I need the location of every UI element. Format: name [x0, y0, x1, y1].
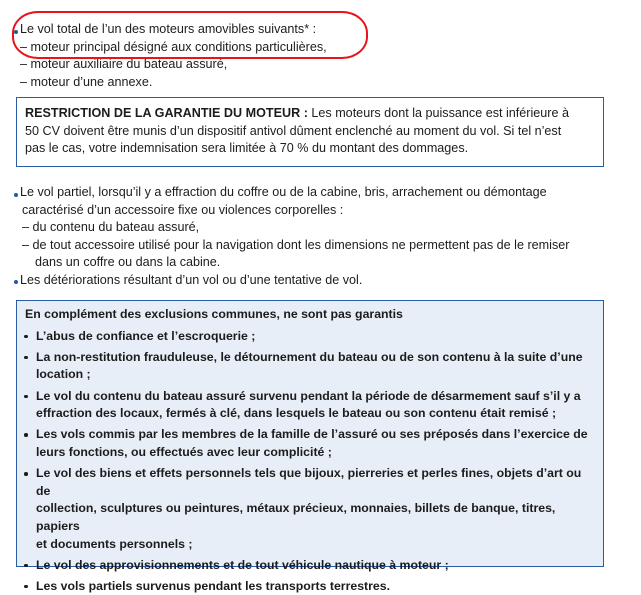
exclusions-box [16, 300, 604, 593]
restriction-box [16, 97, 604, 167]
partial-theft-item-content: – du contenu du bateau assuré, [22, 220, 200, 234]
exclusion-item: L’abus de confiance et l’escroquerie ; [24, 328, 596, 346]
exclusions-list [24, 328, 596, 595]
partial-theft-section [14, 184, 606, 289]
total-theft-intro: Le vol total de l’un des moteurs amovibles suivants* : [14, 21, 614, 39]
damage-line: Les détériorations résultant d’un vol ou d’une tentative de vol. [14, 272, 606, 290]
restriction-line-3: pas le cas, votre indemnisation sera limitée à 70 % du montant des dommages. [25, 141, 469, 155]
partial-theft-line-1: Le vol partiel, lorsqu’il y a effraction du coffre ou de la cabine, bris, arrachement ou démontage [14, 184, 606, 202]
bullet-icon [24, 585, 28, 589]
partial-theft-line-2: caractérisé d’un accessoire fixe ou violences corporelles : [22, 202, 344, 217]
partial-theft-item-accessory: – de tout accessoire utilisé pour la navigation dont les dimensions ne permettent pas de le remiser [22, 237, 570, 252]
exclusions-heading: En complément des exclusions communes, ne sont pas garantis [25, 307, 403, 321]
exclusion-item: Les vols partiels survenus pendant les transports terrestres. [24, 578, 596, 595]
engine-item-auxiliary: – moteur auxiliaire du bateau assuré, [20, 57, 228, 71]
exclusion-item: Le vol des biens et effets personnels tels que bijoux, pierreries et perles fines, objets d’art ou de collection, sculptures ou peintures, métaux précieux, monnaies, billets de banque, titres, papiers et documents personnels ; [24, 465, 596, 553]
exclusion-item: La non-restitution frauduleuse, le détournement du bateau ou de son contenu à la suite d’une location ; [24, 349, 596, 384]
bullet-icon [24, 472, 28, 476]
restriction-heading: RESTRICTION DE LA GARANTIE DU MOTEUR : [25, 106, 308, 120]
restriction-line-2: 50 CV doivent être munis d’un dispositif antivol dûment enclenché au moment du vol. Si tel n’est [25, 123, 562, 138]
bullet-icon [14, 280, 18, 284]
exclusion-item: Les vols commis par les membres de la famille de l’assuré ou ses préposés dans l’exercice de leurs fonctions, ou effectués avec leur complicité ; [24, 426, 596, 461]
engine-item-main: – moteur principal désigné aux conditions particulières, [20, 39, 327, 54]
exclusion-item: Le vol du contenu du bateau assuré survenu pendant la période de désarmement sauf s’il y a effraction des locaux, fermés à clé, dans lesquels le bateau ou son contenu était remisé ; [24, 388, 596, 423]
red-highlight-annotation [12, 11, 368, 59]
bullet-icon [14, 193, 18, 197]
partial-theft-item-accessory-cont: dans un coffre ou dans la cabine. [35, 255, 221, 269]
bullet-icon [24, 356, 28, 360]
bullet-icon [24, 564, 28, 568]
bullet-icon [24, 433, 28, 437]
bullet-icon [24, 335, 28, 339]
bullet-icon [24, 395, 28, 399]
restriction-line-1: RESTRICTION DE LA GARANTIE DU MOTEUR : Les moteurs dont la puissance est inférieure à [25, 106, 570, 120]
engine-item-annex: – moteur d’une annexe. [20, 74, 153, 89]
exclusion-item: Le vol des approvisionnements et de tout véhicule nautique à moteur ; [24, 557, 596, 575]
